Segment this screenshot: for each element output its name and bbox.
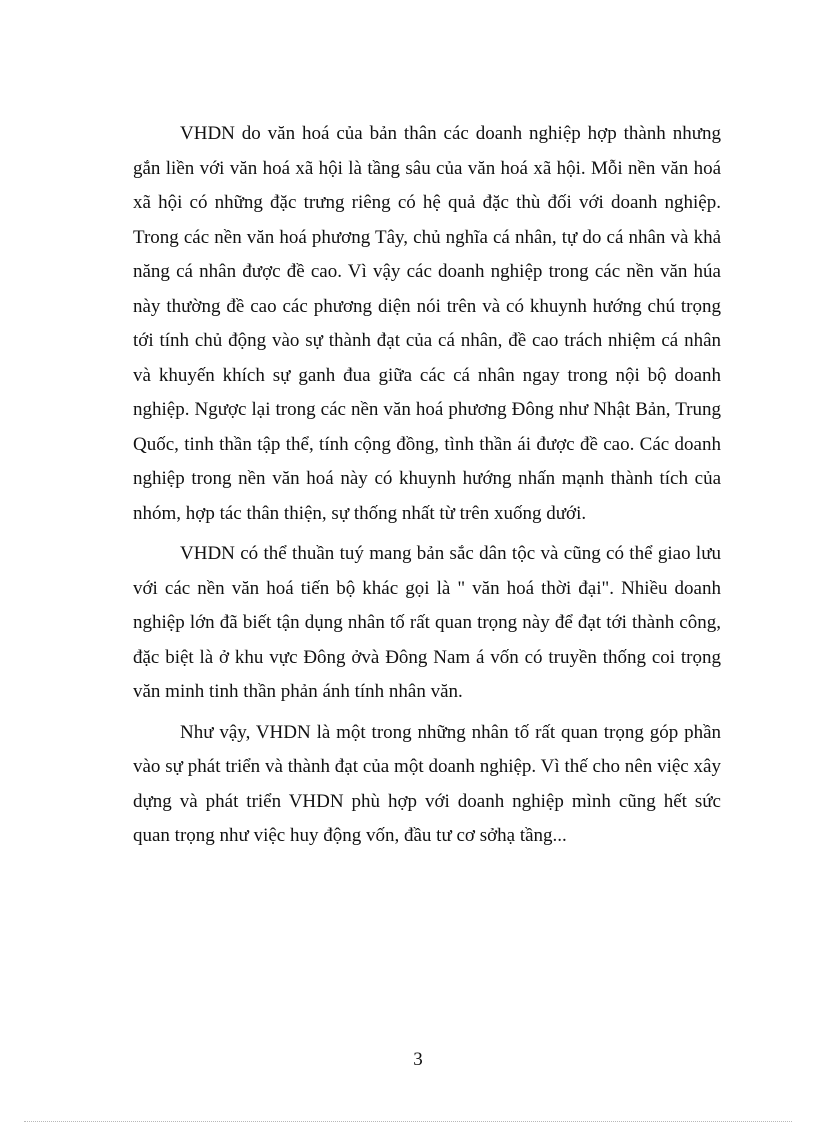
body-text <box>133 117 721 860</box>
paragraph-2: VHDN có thể thuần tuý mang bản sắc dân tộc và cũng có thể giao lưu với các nền văn hoá tiến bộ khác gọi là " văn hoá thời đại". Nhiều doanh nghiệp lớn đã biết tận dụng nhân tố rất quan trọng này để đạt tới thành công, đặc biệt là ở khu vực Đông ởvà Đông Nam á vốn có truyền thống coi trọng văn minh tinh thần phản ánh tính nhân văn. <box>133 543 721 702</box>
paragraph-1: VHDN do văn hoá của bản thân các doanh nghiệp hợp thành nhưng gắn liền với văn hoá xã hội là tầng sâu của văn hoá xã hội. Mỗi nền văn hoá xã hội có những đặc trưng riêng có hệ quả đặc thù đối với doanh nghiệp. Trong các nền văn hoá phương Tây, chủ nghĩa cá nhân, tự do cá nhân và khả năng cá nhân được đề cao. Vì vậy các doanh nghiệp trong các nền văn húa này thường đề cao các phương diện nói trên và có khuynh hướng chú trọng tới tính chủ động vào sự thành đạt của cá nhân, đề cao trách nhiệm cá nhân và khuyến khích sự ganh đua giữa các cá nhân ngay trong nội bộ doanh nghiệp. Ngược lại trong các nền văn hoá phương Đông như Nhật Bản, Trung Quốc, tinh thần tập thể, tính cộng đồng, tình thần ái được đề cao. Các doanh nghiệp trong nền văn hoá này có khuynh hướng nhấn mạnh thành tích của nhóm, hợp tác thân thiện, sự thống nhất từ trên xuống dưới. <box>133 123 721 524</box>
page-number: 3 <box>413 1049 423 1070</box>
paragraph-3: Như vậy, VHDN là một trong những nhân tố rất quan trọng góp phần vào sự phát triển và thành đạt của một doanh nghiệp. Vì thế cho nên việc xây dựng và phát triển VHDN phù hợp với doanh nghiệp mình cũng hết sức quan trọng như việc huy động vốn, đầu tư cơ sởhạ tầng... <box>133 721 721 846</box>
footer-divider <box>24 1121 792 1122</box>
